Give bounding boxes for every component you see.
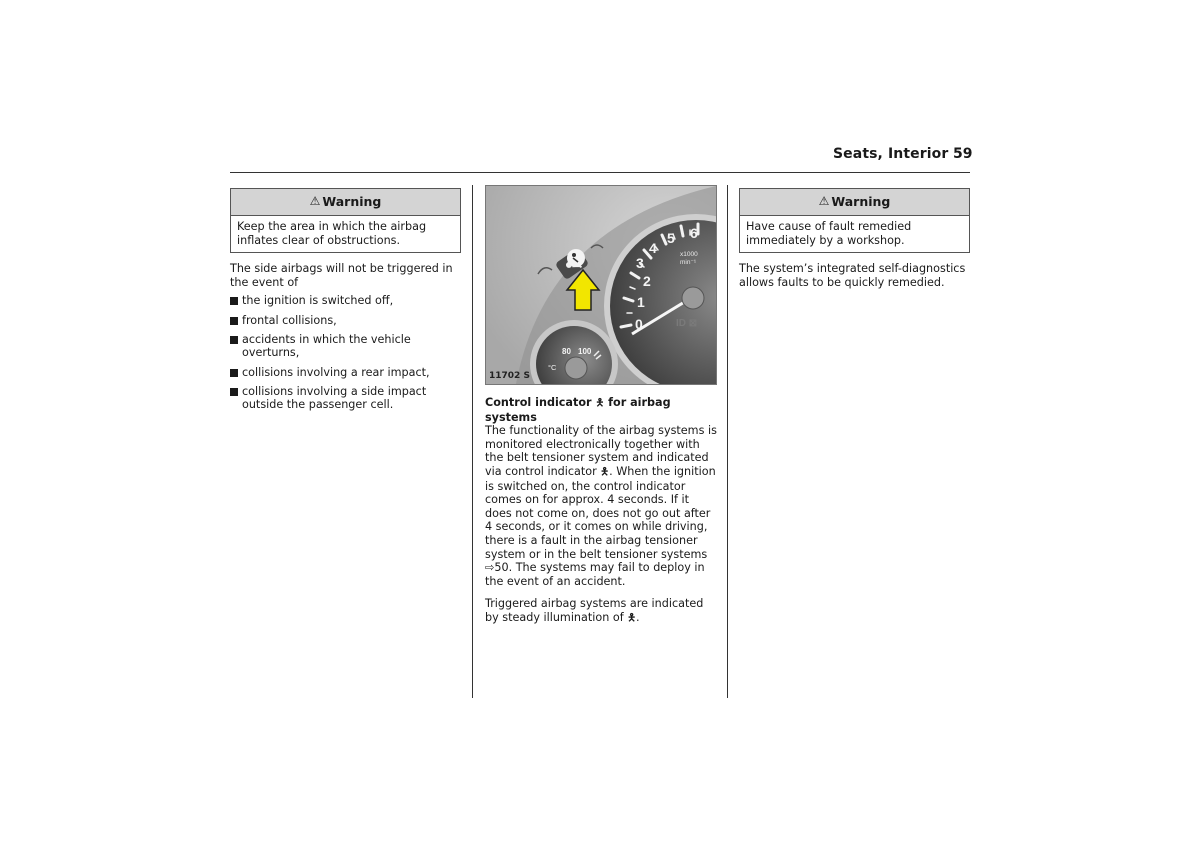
tach-needle-hub [682, 287, 704, 309]
column-divider-right [727, 185, 728, 698]
bullet-square-icon [230, 336, 238, 344]
bullet-square-icon [230, 369, 238, 377]
tach-unit-line1: x1000 [680, 251, 698, 258]
column-divider-left [472, 185, 473, 698]
list-item: accidents in which the vehicle overturns, [230, 333, 462, 360]
warning-header [740, 189, 969, 216]
instrument-cluster-illustration [486, 186, 716, 384]
middle-column-text [485, 396, 717, 626]
warning-box [739, 188, 970, 253]
control-indicator-paragraph: Control indicator 🯅 for airbag systems The functionality of the airbag systems is monitored electronically together with the belt tensioner system and indicated via control indicator 🯅. When the ignition is switched on, the control indicator comes on for approx. 4 seconds. If it does not come on, does not go out after 4 seconds, or it comes on while driving, there is a fault in the airbag tensioner system or in the belt tensioner systems ⇨50. The systems may fail to deploy in the event of an accident. [485, 396, 717, 588]
diagnostics-paragraph: The system’s integrated self-diagnostics allows faults to be quickly remedied. [739, 262, 966, 289]
tach-number-0: 0 [635, 316, 643, 332]
warning-header [231, 189, 460, 216]
list-item: the ignition is switched off, [230, 294, 462, 308]
tach-number-5: 5 [667, 230, 675, 246]
control-indicator-title: Control indicator 🯅 for airbag systems [485, 396, 671, 424]
warning-triangle-icon: ⚠ [818, 194, 830, 209]
warning-box [230, 188, 461, 253]
temp-unit-label: °C [548, 363, 557, 372]
header-rule [230, 172, 970, 173]
bullet-square-icon [230, 317, 238, 325]
page-reference-arrow-icon: ⇨ [485, 561, 495, 575]
lamp-symbols: ID ⊠ [676, 318, 698, 329]
section-title: Seats, Interior [833, 146, 949, 162]
list-item: frontal collisions, [230, 314, 462, 328]
page-number: 59 [953, 146, 973, 162]
airbag-lamp-icon [567, 249, 585, 267]
left-column [230, 188, 462, 418]
instrument-cluster-figure [485, 185, 717, 385]
warning-title: Warning [322, 194, 382, 210]
temp-needle-hub [565, 357, 587, 379]
temp-label-high: 100 [578, 347, 592, 356]
airbag-indicator-icon: 🯅 [600, 466, 610, 478]
tach-number-2: 2 [643, 273, 651, 289]
tach-number-4: 4 [649, 240, 657, 256]
tach-number-3: 3 [636, 255, 644, 271]
list-item: collisions involving a side impact outside the passenger cell. [230, 385, 462, 412]
intro-paragraph: The side airbags will not be triggered in the event of [230, 262, 453, 289]
triggered-paragraph: Triggered airbag systems are indicated by steady illumination of 🯅. [485, 597, 704, 624]
bullet-list [230, 294, 462, 412]
bullet-square-icon [230, 297, 238, 305]
tach-number-6: 6 [690, 225, 698, 241]
airbag-indicator-icon: 🯅 [595, 398, 605, 409]
airbag-indicator-icon: 🯅 [627, 612, 637, 624]
tach-unit-line2: min⁻¹ [680, 259, 697, 266]
right-column [739, 188, 971, 289]
warning-text: Keep the area in which the airbag inflates clear of obstructions. [237, 220, 427, 247]
figure-label: 11702 S [489, 371, 530, 381]
warning-title: Warning [831, 194, 891, 210]
list-item: collisions involving a rear impact, [230, 366, 462, 380]
temp-label-low: 80 [562, 347, 571, 356]
warning-text: Have cause of fault remedied immediately by a workshop. [746, 220, 912, 247]
tach-number-1: 1 [637, 294, 645, 310]
warning-triangle-icon: ⚠ [309, 194, 321, 209]
bullet-square-icon [230, 388, 238, 396]
